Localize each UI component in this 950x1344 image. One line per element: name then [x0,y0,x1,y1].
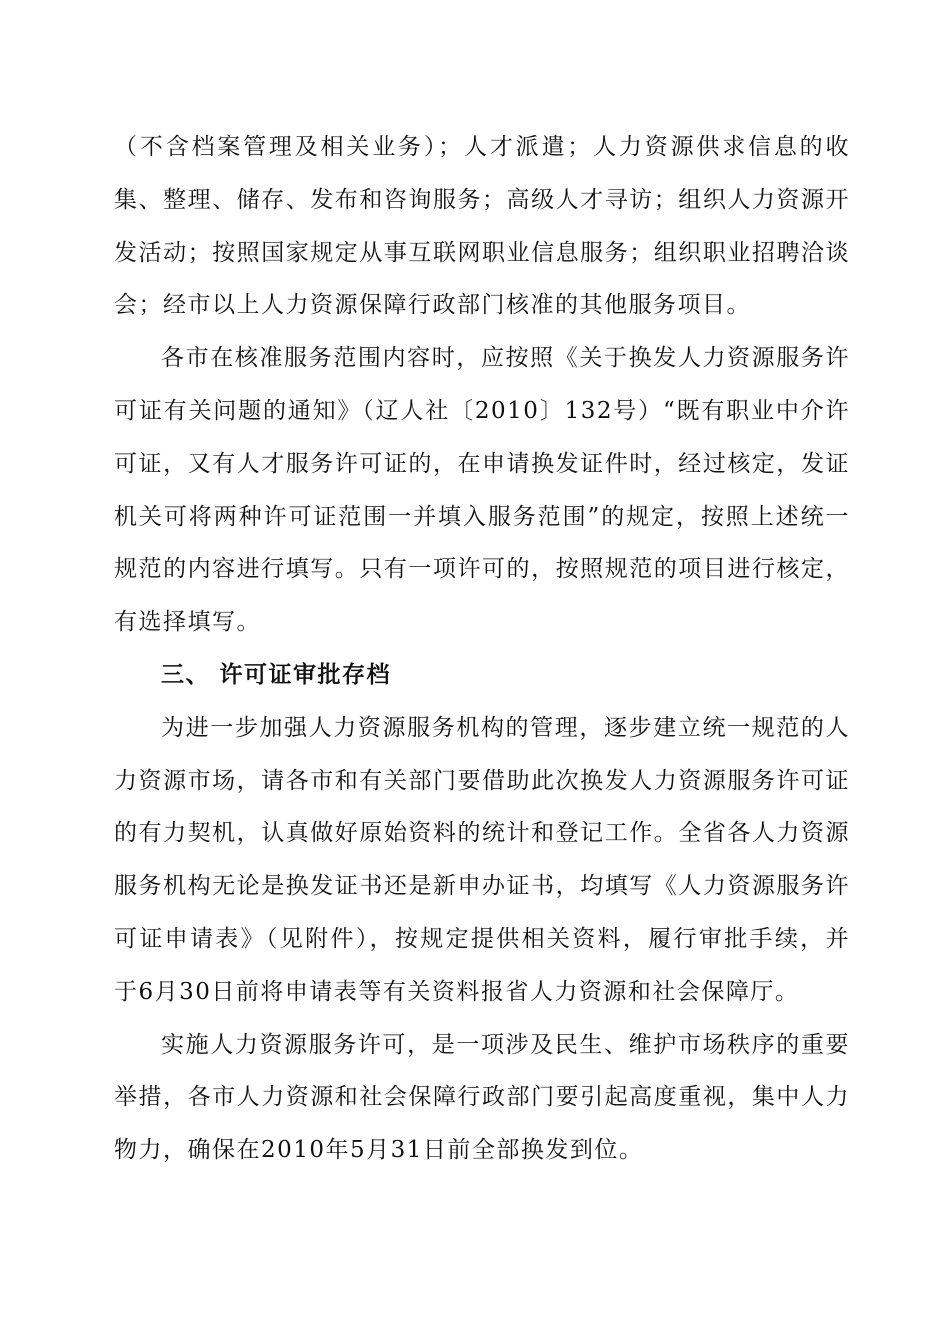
paragraph-deadline: 实施人力资源服务许可，是一项涉及民生、维护市场秩序的重要举措，各市人力资源和社会保障行政部门要引起高度重视，集中人力物力，确保在2010年5月31日前全部换发到位。 [114,1031,850,1164]
paragraph-approval-scope: 各市在核准服务范围内容时，应按照《关于换发人力资源服务许可证有关问题的通知》（辽人社〔2010〕132号）“既有职业中介许可证，又有人才服务许可证的，在申请换发证件时，经过核定，发证机关可将两种许可证范围一并填入服务范围”的规定，按照上述统一规范的内容进行填写。只有一项许可的，按照规范的项目进行核定，有选择填写。 [114,345,850,636]
paragraph-service-scope-continued: （不含档案管理及相关业务）；人才派遣；人力资源供求信息的收集、整理、储存、发布和咨询服务；高级人才寻访；组织人力资源开发活动；按照国家规定从事互联网职业信息服务；组织职业招聘洽谈会；经市以上人力资源保障行政部门核准的其他服务项目。 [114,134,850,319]
section-heading-license-approval: 三、 许可证审批存档 [161,661,392,688]
paragraph-registration: 为进一步加强人力资源服务机构的管理，逐步建立统一规范的人力资源市场，请各市和有关部门要借助此次换发人力资源服务许可证的有力契机，认真做好原始资料的统计和登记工作。全省各人力资源服务机构无论是换发证书还是新申办证书，均填写《人力资源服务许可证申请表》（见附件），按规定提供相关资料，履行审批手续，并于6月30日前将申请表等有关资料报省人力资源和社会保障厅。 [114,714,850,1005]
document-body [114,121,850,1177]
